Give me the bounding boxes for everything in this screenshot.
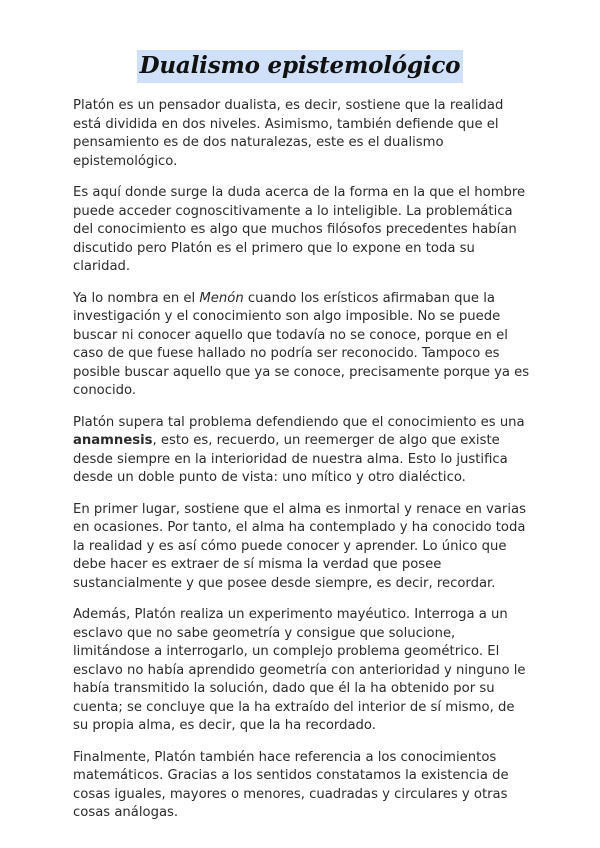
menon-title: Menón [199,290,244,306]
paragraph-4 [73,414,531,488]
paragraph-7: Finalmente, Platón también hace referencia a los conocimientos matemáticos. Gracias a los sentidos constatamos la existencia de cosas iguales, mayores o menores, cuadradas y circulares y otras cosas análogas. [73,749,509,820]
document-body [73,97,531,836]
paragraph-3-rest: cuando los erísticos afirmaban que la investigación y el conocimiento son algo imposible. No se puede buscar ni conocer aquello que todavía no se conoce, porque en el caso de que fuese hallado no podría ser reconocido. Tampoco es posible buscar aquello que ya se conoce, precisamente porque ya es conocido. [73,290,530,398]
paragraph-3 [73,290,531,401]
paragraph-6: Además, Platón realiza un experimento mayéutico. Interroga a un esclavo que no sabe geometría y consigue que solucione, limitándose a interrogarlo, un complejo problema geométrico. El esclavo no había aprendido geometría con anterioridad y ninguno le había transmitido la solución, dado que él la ha obtenido por su cuenta; se concluye que la ha extraído del interior de sí mismo, de su propia alma, es decir, que la ha recordado. [73,607,526,733]
paragraph-2: Es aquí donde surge la duda acerca de la forma en la que el hombre puede acceder cognoscitivamente a lo inteligible. La problemática del conocimiento es algo que muchos filósofos precedentes habían discutido pero Platón es el primero que lo expone en toda su claridad. [73,185,526,274]
paragraph-5: En primer lugar, sostiene que el alma es inmortal y renace en varias en ocasiones. Por tanto, el alma ha contemplado y ha conocido toda la realidad y es así cómo puede conocer y aprender. Lo único que debe hacer es extraer de sí misma la verdad que posee sustancialmente y que posee desde siempre, es decir, recordar. [73,501,526,591]
anamnesis-term: anamnesis [73,433,153,448]
title-container [0,50,600,83]
paragraph-1: Platón es un pensador dualista, es decir, sostiene que la realidad está dividida en dos niveles. Asimismo, también defiende que el pensamiento es de dos naturalezas, este es el dualismo epistemológico. [73,98,504,169]
paragraph-4-start: Platón supera tal problema defendiendo que el conocimiento es una [73,414,525,430]
paragraph-4-rest: , esto es, recuerdo, un reemerger de algo que existe desde siempre en la interioridad de nuestra alma. Esto lo justifica desde un doble punto de vista: uno mítico y otro dialéctico. [73,433,508,485]
page-title: Dualismo epistemológico [137,50,464,83]
paragraph-3-start: Ya lo nombra en el [73,290,200,306]
